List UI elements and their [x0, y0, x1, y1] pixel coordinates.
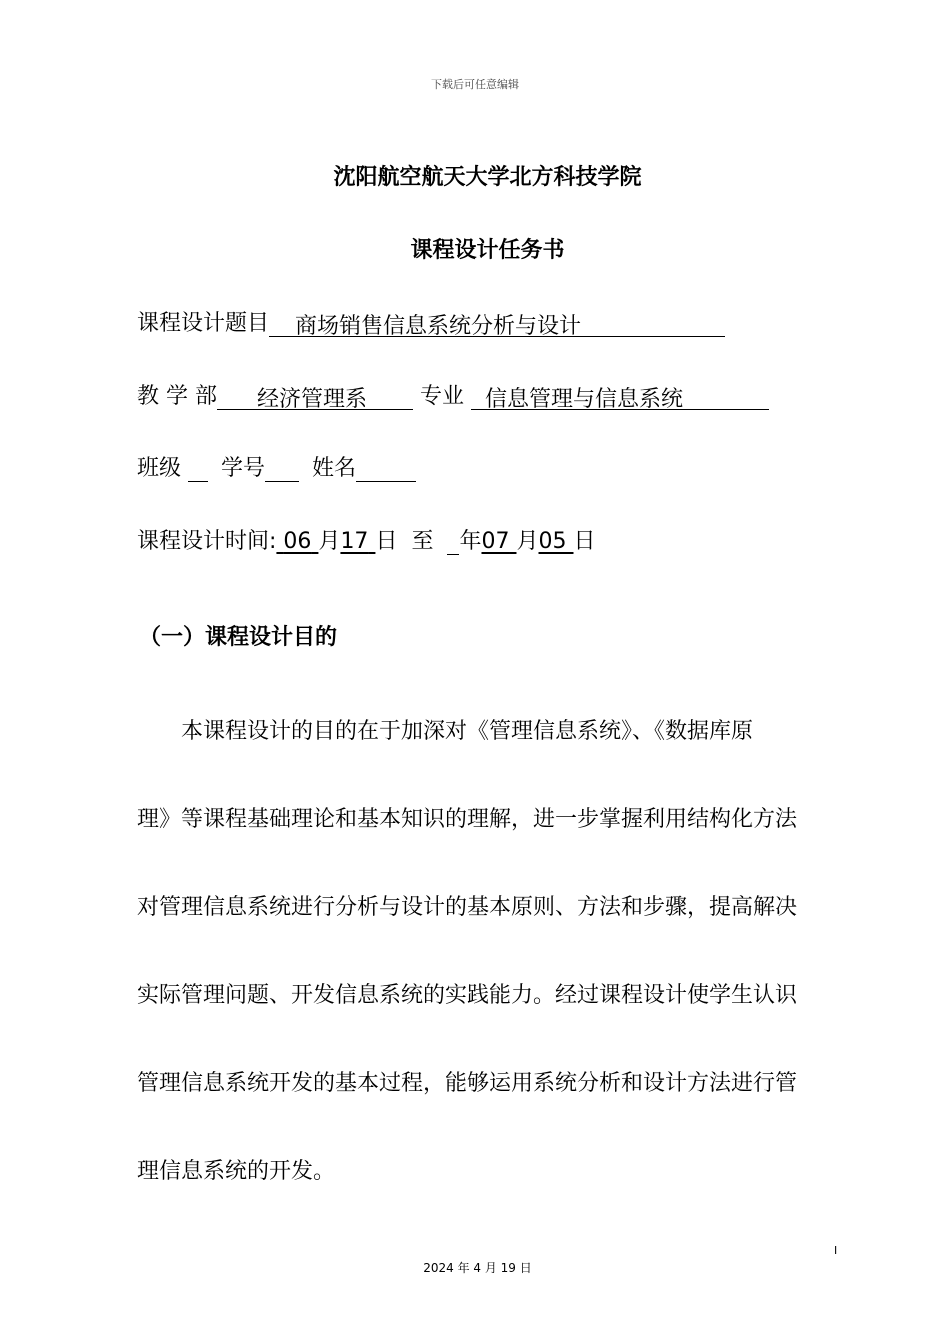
topic-field[interactable]	[269, 309, 725, 337]
class-label: 班级	[137, 456, 182, 481]
start-day-field[interactable]	[340, 529, 375, 554]
time-label: 课程设计时间:	[137, 529, 277, 554]
paragraph-line: 对管理信息系统进行分析与设计的基本原则、方法和步骤，提高解决	[137, 895, 798, 920]
start-day: 17	[340, 529, 369, 554]
footer-date: 2024 年 4 月 19 日	[423, 1261, 532, 1275]
end-day-field[interactable]	[539, 529, 574, 554]
topic-label: 课程设计题目	[137, 311, 270, 336]
time-line	[137, 524, 596, 555]
end-month-char: 月	[516, 529, 539, 554]
major-value: 信息管理与信息系统	[485, 387, 684, 412]
paragraph-line: 理》等课程基础理论和基本知识的理解，进一步掌握利用结构化方法	[137, 807, 798, 832]
student-id-label: 学号	[221, 456, 266, 481]
start-month-field[interactable]	[276, 529, 318, 554]
class-field[interactable]	[188, 454, 208, 482]
major-label: 专业	[420, 384, 465, 409]
name-field[interactable]	[356, 454, 416, 482]
page-number: I	[834, 1244, 838, 1257]
start-day-char: 日	[375, 529, 398, 554]
department-label: 教 学 部	[137, 384, 217, 409]
institution-title: 沈阳航空航天大学北方科技学院	[333, 165, 642, 190]
paragraph-line: 理信息系统的开发。	[137, 1159, 336, 1184]
paragraph-line: 本课程设计的目的在于加深对《管理信息系统》、《数据库原	[181, 719, 754, 744]
student-info-line	[137, 451, 416, 482]
to-char: 至	[411, 529, 434, 554]
name-label: 姓名	[312, 456, 357, 481]
student-id-field[interactable]	[265, 454, 299, 482]
end-year-field[interactable]	[447, 532, 459, 555]
end-year-char: 年	[459, 529, 482, 554]
start-month: 06	[283, 529, 312, 554]
paragraph-line: 实际管理问题、开发信息系统的实践能力。经过课程设计使学生认识	[137, 983, 798, 1008]
section-heading: （一）课程设计目的	[139, 625, 338, 650]
department-field[interactable]	[217, 382, 413, 410]
end-month: 07	[481, 529, 510, 554]
document-title: 课程设计任务书	[410, 238, 565, 263]
paragraph-line: 管理信息系统开发的基本过程，能够运用系统分析和设计方法进行管	[137, 1071, 798, 1096]
major-field[interactable]	[471, 382, 769, 410]
department-line	[137, 379, 769, 410]
topic-line	[137, 306, 725, 337]
end-day: 05	[538, 529, 567, 554]
page-header-note: 下载后可任意编辑	[431, 78, 519, 91]
end-day-char: 日	[573, 529, 596, 554]
department-value: 经济管理系	[257, 387, 368, 412]
end-month-field[interactable]	[481, 529, 516, 554]
topic-value: 商场销售信息系统分析与设计	[295, 314, 582, 339]
start-month-char: 月	[318, 529, 341, 554]
